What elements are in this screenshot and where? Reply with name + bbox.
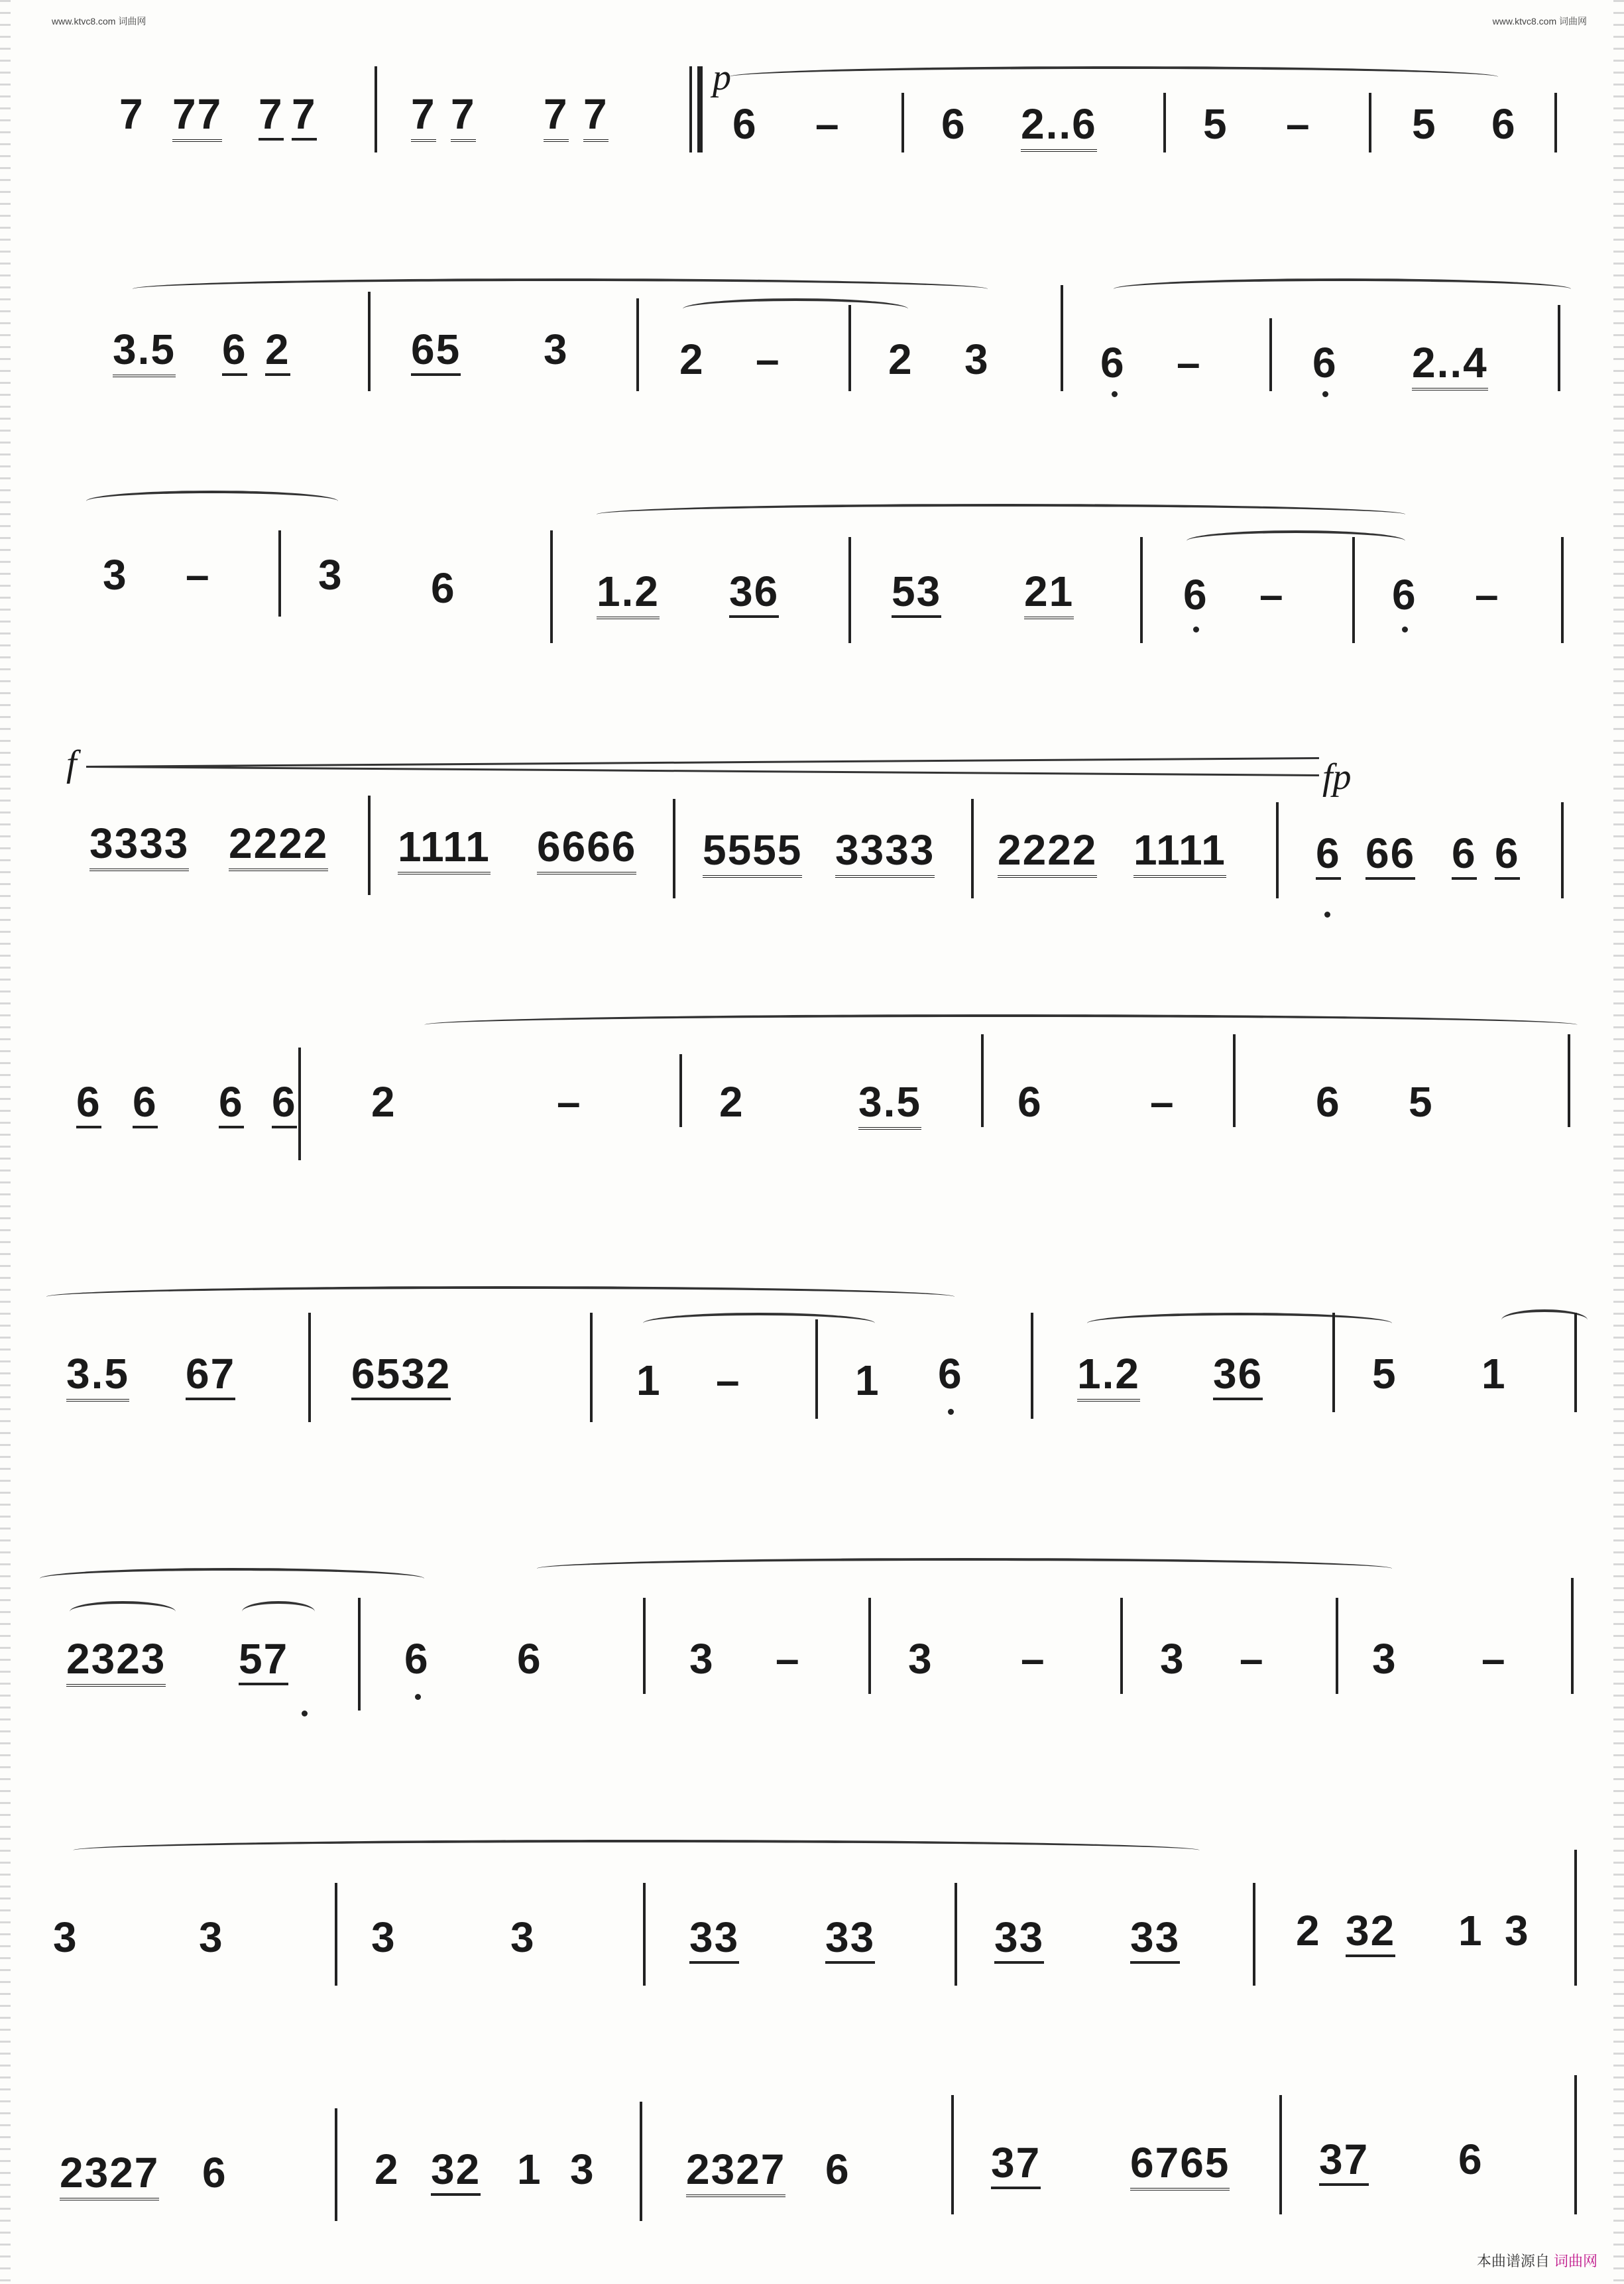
note: 7 [119,90,145,138]
slur [729,66,1498,88]
octave-dot [302,1711,308,1716]
note: – [1021,1635,1046,1683]
barline [368,292,371,391]
note: 6 [1017,1078,1043,1126]
barline [335,2108,337,2221]
barline [1369,93,1371,152]
note: – [1177,339,1202,387]
barline [981,1034,984,1127]
slur [73,1840,1200,1861]
note: 6 [431,564,456,612]
slur [1187,530,1405,552]
slur [537,1558,1392,1579]
left-border-pattern [0,0,11,2284]
note: 6 [133,1081,158,1128]
note: 6 [825,2145,850,2193]
note: 33 [689,1916,739,1964]
barline [643,1598,646,1694]
barline [1561,537,1564,643]
note: 5 [1203,100,1228,148]
note: 3 [1372,1635,1397,1683]
slur [643,1313,875,1334]
note: – [716,1356,741,1404]
note: 3 [1160,1635,1185,1683]
slur [133,278,988,300]
note: 5555 [703,829,802,878]
note: 37 [991,2141,1041,2189]
barline [1061,285,1063,391]
slur [242,1601,315,1622]
slur [1114,278,1571,300]
slur [1087,1313,1392,1334]
note: 2323 [66,1638,166,1687]
note: 37 [1319,2138,1369,2186]
dynamic-mark: fp [1322,756,1352,798]
note: 1.2 [597,570,660,619]
barline [679,1054,682,1127]
note: 1 [855,1356,880,1404]
note: 6 [1312,339,1338,387]
note: 6 [202,2149,227,2196]
note: 77 [172,93,222,142]
note: 3 [103,551,128,599]
note: 6666 [537,825,636,874]
barline [848,305,851,391]
barline [1140,537,1143,643]
note: 21 [1024,570,1074,619]
repeat-barline-thick [697,66,703,152]
slur [46,1286,955,1307]
barline [1568,1034,1570,1127]
note: 6 [1495,832,1520,880]
barline [550,530,553,643]
barline [278,530,281,617]
note: 1.2 [1077,1352,1140,1402]
note: 6 [1316,1078,1341,1126]
barline [335,1883,337,1986]
barline [1120,1598,1123,1694]
barline [955,1883,957,1986]
note: 33 [994,1916,1044,1964]
note: 67 [186,1352,235,1400]
note: 3 [318,551,343,599]
note: 6 [1183,571,1208,619]
note: 3 [53,1913,78,1961]
note: – [186,551,211,599]
note: 33 [1130,1916,1180,1964]
note: 2 [888,335,913,383]
dynamic-mark: p [713,57,731,98]
barline [1031,1313,1033,1419]
note: 7 [292,93,317,141]
note: – [1286,100,1311,148]
note: 2222 [998,829,1097,878]
barline [1253,1883,1255,1986]
note: 2..6 [1021,103,1097,152]
note: 6 [222,328,247,376]
note: 6 [219,1081,244,1128]
note: 7 [583,93,609,142]
note: 2 [375,2145,400,2193]
note: 3 [689,1635,715,1683]
octave-dot [1322,391,1328,397]
note: 7 [259,93,284,141]
barline [1574,1850,1577,1986]
note: 33 [825,1916,875,1964]
slur [40,1568,424,1589]
barline [308,1313,311,1422]
note: 6 [732,100,758,148]
note: 1111 [1133,829,1226,878]
note: 6 [1100,339,1126,387]
note: 32 [1346,1909,1395,1957]
octave-dot [1112,391,1118,397]
note: 57 [239,1638,288,1685]
barline [358,1598,361,1711]
note: – [1475,571,1500,619]
note: 7 [411,93,436,142]
octave-dot [1193,627,1199,632]
barline [298,1048,301,1160]
note: 7 [451,93,476,142]
repeat-barline [689,66,692,152]
octave-dot [948,1409,954,1415]
note: 6 [1452,832,1477,880]
barline [643,1883,646,1986]
note: 53 [892,570,941,618]
note: – [756,335,781,383]
note: 7 [544,93,569,142]
barline [640,2102,642,2221]
note: – [1481,1635,1507,1683]
note: 2..4 [1412,341,1488,391]
note: 5 [1372,1350,1397,1398]
note: 6 [404,1635,430,1683]
barline [1574,2075,1577,2214]
barline [1558,305,1560,391]
note: 6 [941,100,966,148]
barline [1561,802,1564,898]
note: 1111 [398,825,491,874]
note: 32 [431,2148,481,2196]
barline [673,799,675,898]
header-right: www.ktvc8.com 词曲网 [1492,16,1587,27]
note: 3 [371,1913,396,1961]
note: 6 [1392,571,1417,619]
note: 6532 [351,1352,451,1400]
slur [424,1014,1578,1036]
barline [368,796,371,895]
note: – [1150,1078,1175,1126]
decrescendo-line [86,757,1319,768]
barline [1352,537,1355,643]
barline [636,298,639,391]
dynamic-mark: f [66,743,77,784]
note: 1 [517,2145,542,2193]
barline [1276,802,1279,898]
note: 3 [1505,1907,1530,1954]
note: 3 [570,2145,595,2193]
barline [1332,1313,1335,1412]
octave-dot [415,1694,421,1700]
note: 2 [265,328,290,376]
note: 6 [272,1081,297,1128]
note: 1 [636,1356,662,1404]
note: 6 [1491,100,1517,148]
footer-prefix: 本曲谱源自 [1476,2253,1550,2269]
barline [1279,2095,1282,2214]
octave-dot [1324,912,1330,918]
barline [868,1598,871,1694]
note: – [1240,1635,1265,1683]
note: 6 [938,1350,963,1398]
note: 1 [1458,1907,1483,1954]
note: – [1259,571,1285,619]
slur [86,491,338,512]
note: 3333 [89,822,189,871]
note: 6765 [1130,2141,1230,2191]
note: 2 [679,335,705,383]
note: 36 [729,570,779,618]
note: 3.5 [66,1352,129,1402]
note: 6 [517,1635,542,1683]
note: 3 [510,1913,536,1961]
barline [375,66,377,152]
barline [815,1319,818,1419]
note: 66 [1365,832,1415,880]
note: 6 [1458,2135,1483,2183]
barline [1269,318,1272,391]
footer-brand-link[interactable]: 词曲网 [1553,2253,1597,2269]
note: 2 [719,1078,744,1126]
note: 1 [1481,1350,1507,1398]
note: 3.5 [113,328,176,377]
note: – [776,1635,801,1683]
note: 2327 [686,2148,785,2197]
note: 5 [1412,100,1437,148]
header-left: www.ktvc8.com 词曲网 [52,16,146,27]
note: – [557,1078,582,1126]
note: 36 [1213,1352,1263,1400]
note: 2 [1296,1907,1321,1954]
barline [590,1313,593,1422]
note: 6 [1316,832,1341,880]
note: – [815,100,841,148]
note: 2327 [60,2151,159,2200]
barline [1233,1034,1236,1127]
barline [1554,93,1557,152]
barline [951,2095,954,2214]
barline [901,93,904,152]
octave-dot [1402,627,1408,632]
note: 65 [411,328,461,376]
decrescendo-line [86,766,1319,776]
note: 6 [76,1081,101,1128]
footer-source [1477,2250,1597,2271]
note: 2 [371,1078,396,1126]
slur [597,504,1405,525]
note: 3 [964,335,990,383]
barline [1571,1578,1574,1694]
barline [1336,1598,1338,1694]
note: 2222 [229,822,328,871]
barline [1574,1313,1577,1412]
slur [683,298,908,320]
right-border-pattern [1613,0,1624,2284]
barline [848,537,851,643]
barline [1163,93,1166,152]
note: 3333 [835,829,935,878]
note: 3 [544,326,569,373]
note: 3 [199,1913,224,1961]
note: 5 [1409,1078,1434,1126]
slur [70,1601,176,1622]
note: 3 [908,1635,933,1683]
barline [971,799,974,898]
note: 3.5 [858,1081,921,1130]
